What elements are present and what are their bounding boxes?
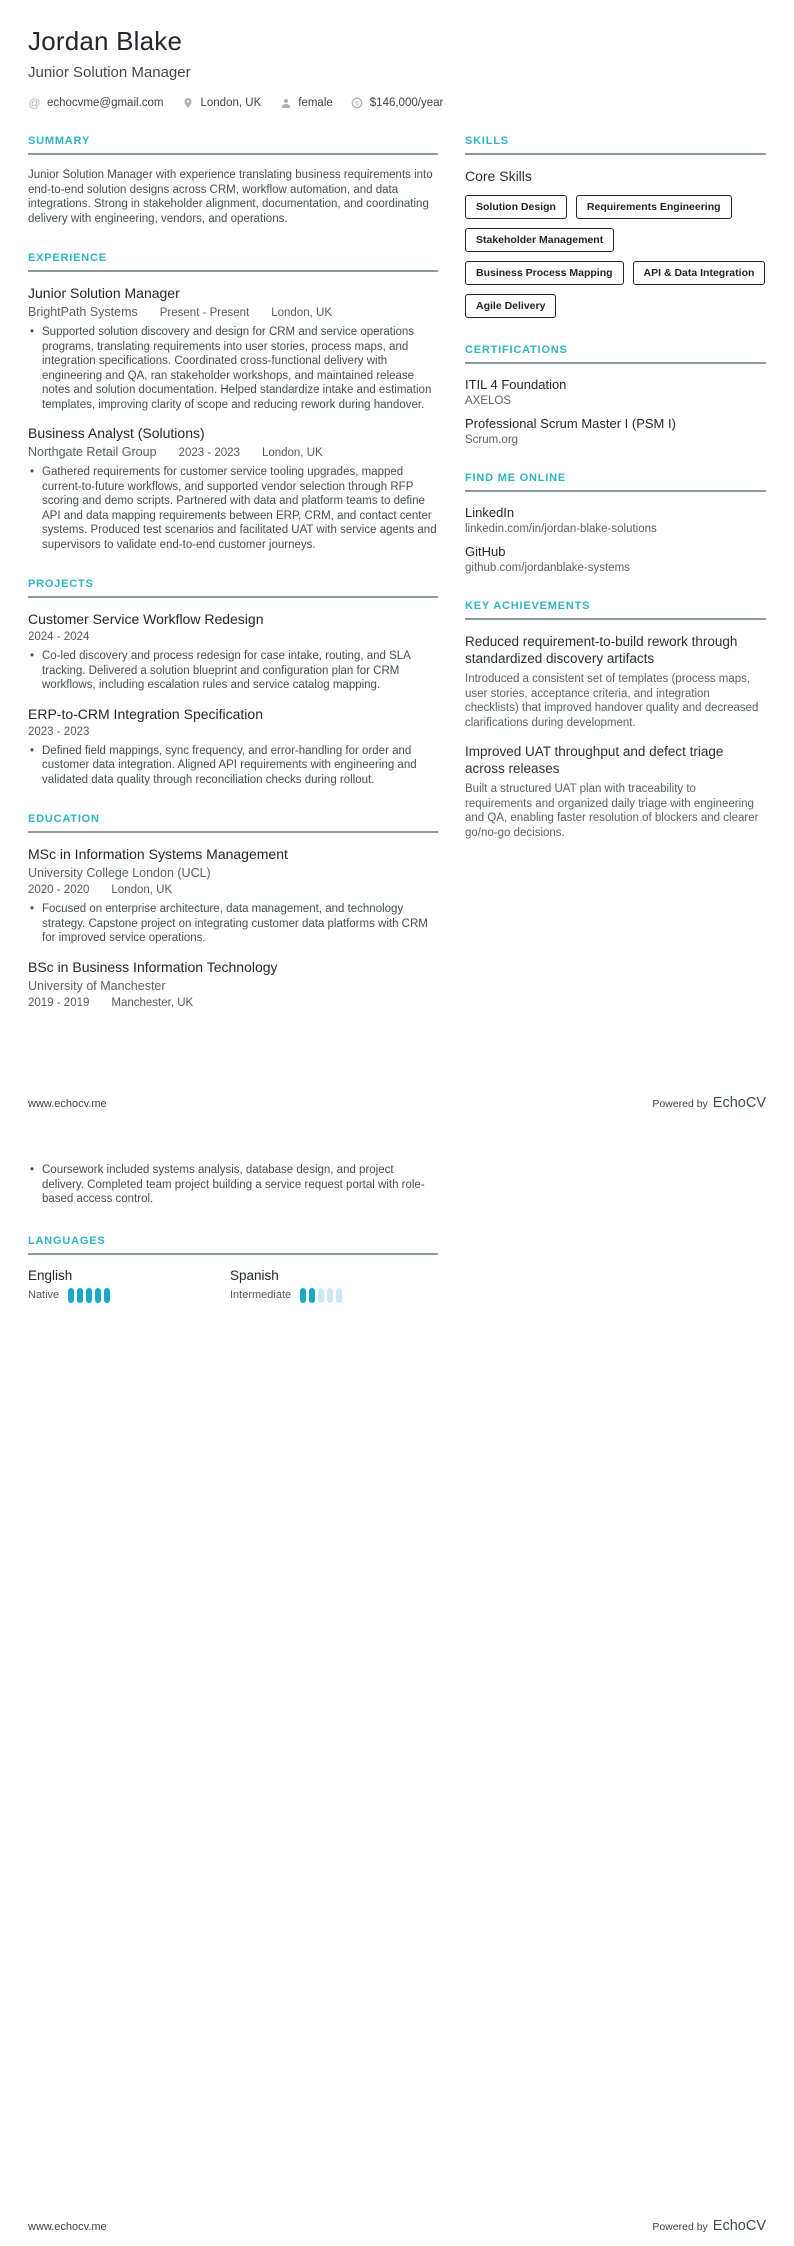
- level-bar-empty: [327, 1288, 333, 1303]
- experience-meta: [28, 445, 438, 459]
- language-name: Spanish: [230, 1267, 279, 1283]
- education-item: [28, 846, 438, 946]
- left-column-page2: [28, 1163, 438, 1303]
- achievement-item: [465, 743, 766, 840]
- experience-location: London, UK: [261, 447, 323, 459]
- project-dates: 2024 - 2024: [28, 631, 90, 643]
- online-platform: LinkedIn: [465, 505, 515, 520]
- online-platform: GitHub: [465, 544, 506, 559]
- experience-heading: EXPERIENCE: [28, 252, 438, 272]
- footer-site-url[interactable]: www.echocv.me: [28, 2221, 107, 2233]
- education-school: University of Manchester: [28, 978, 166, 993]
- online-heading: FIND ME ONLINE: [465, 472, 766, 492]
- experience-bullet: • Supported solution discovery and design for CRM and service operations programs, translating requirements into user stories, process maps, and integration specifications. Coordinated cross-functional delivery with engineering and QA, ran stakeholder workshops, and maintained release notes and solution documentation. Helped standardize intake and estimation templates, improving clarity of scope and reducing rework during handover.: [28, 325, 438, 412]
- skill-chip: Business Process Mapping: [465, 261, 624, 285]
- skill-chip: Solution Design: [465, 195, 567, 219]
- right-column: [465, 135, 766, 1022]
- experience-title: Business Analyst (Solutions): [28, 425, 205, 441]
- project-bullet: • Defined field mappings, sync frequency, and error-handling for order and customer data integration. Aligned API requirements with engineering and validated data quality through reconciliation checks during rollout.: [28, 744, 438, 788]
- person-job-title: Junior Solution Manager: [28, 64, 191, 81]
- achievement-item: [465, 633, 766, 730]
- summary-text: Junior Solution Manager with experience translating business requirements into end-to-end solution designs across CRM, workflow automation, and data integrations. Strong in stakeholder alignment, documentation, and coordinating delivery with engineering, vendors, and operations.: [28, 169, 433, 225]
- section-summary: [28, 135, 438, 226]
- education-bullet: • Coursework included systems analysis, database design, and project delivery. Completed team project building a service request portal with role-based access control.: [28, 1163, 438, 1207]
- language-level-bars: [68, 1288, 110, 1303]
- right-column-page2: [465, 1163, 766, 1303]
- person-name: Jordan Blake: [28, 26, 183, 56]
- education-bullets: [28, 902, 438, 946]
- experience-location: London, UK: [271, 307, 332, 319]
- level-bar-filled: [86, 1288, 92, 1303]
- experience-bullets: [28, 325, 438, 412]
- certification-item: [465, 377, 766, 407]
- project-bullets: [28, 744, 438, 788]
- projects-heading: PROJECTS: [28, 578, 438, 598]
- certification-name: ITIL 4 Foundation: [465, 377, 567, 392]
- project-item: [28, 706, 438, 788]
- level-bar-filled: [300, 1288, 306, 1303]
- education-continuation-bullets: [28, 1163, 438, 1207]
- certifications-heading: CERTIFICATIONS: [465, 344, 766, 364]
- certification-item: [465, 416, 766, 446]
- contact-salary: [351, 96, 444, 109]
- summary-heading: SUMMARY: [28, 135, 438, 155]
- skill-chip: API & Data Integration: [633, 261, 766, 285]
- language-level-bars: [300, 1288, 342, 1303]
- contact-row: [28, 96, 766, 109]
- project-meta: [28, 631, 438, 643]
- page1-columns: [28, 135, 766, 1022]
- footer-brand-name: EchoCV: [712, 1095, 766, 1111]
- language-item: [230, 1268, 432, 1303]
- footer-powered-prefix: Powered by: [652, 2221, 708, 2233]
- left-column: [28, 135, 438, 1022]
- contact-email[interactable]: [28, 96, 164, 109]
- section-key-achievements: [465, 600, 766, 840]
- salary-icon: [351, 96, 364, 109]
- achievement-title: Improved UAT throughput and defect triage across releases: [465, 744, 724, 776]
- footer-powered-prefix: Powered by: [652, 1098, 708, 1110]
- section-find-me-online: [465, 472, 766, 574]
- project-meta: [28, 726, 438, 738]
- footer-site-url[interactable]: www.echocv.me: [28, 1098, 107, 1110]
- language-level-label: Intermediate: [230, 1289, 292, 1301]
- education-dates: 2020 - 2020: [28, 884, 90, 896]
- education-meta: [28, 884, 438, 896]
- skill-chip: Agile Delivery: [465, 294, 556, 318]
- skills-group-title: Core Skills: [465, 168, 532, 184]
- page1-footer: [28, 1095, 766, 1111]
- section-projects: [28, 578, 438, 787]
- contact-email-text: echocvme@gmail.com: [47, 96, 164, 109]
- skills-heading: SKILLS: [465, 135, 766, 155]
- resume-page-2: [0, 1123, 794, 2246]
- section-skills: [465, 135, 766, 318]
- at-icon: @: [28, 95, 41, 110]
- page2-columns: [28, 1163, 766, 1303]
- language-item: [28, 1268, 230, 1303]
- education-bullet: • Focused on enterprise architecture, data management, and technology strategy. Capstone project on integrating customer data platforms with CRM for improved service operations.: [28, 902, 438, 946]
- experience-bullet: • Gathered requirements for customer service tooling upgrades, mapped current-to-future workflows, and supported vendor selection through RFP scoring and demo scripts. Partnered with data and platform teams to define API and data mapping requirements between ERP, CRM, and contact center systems. Produced test scenarios and facilitated UAT with service agents and supervisors to validate end-to-end customer journeys.: [28, 465, 438, 552]
- education-degree: MSc in Information Systems Management: [28, 846, 288, 862]
- education-school: University College London (UCL): [28, 866, 211, 880]
- project-title: ERP-to-CRM Integration Specification: [28, 705, 263, 722]
- experience-company: BrightPath Systems: [28, 305, 138, 319]
- skill-chip: Requirements Engineering: [576, 195, 732, 219]
- experience-item: [28, 285, 438, 412]
- education-location: Manchester, UK: [111, 996, 194, 1009]
- language-name: English: [28, 1267, 73, 1283]
- online-item: [465, 505, 766, 535]
- certification-issuer: AXELOS: [465, 395, 512, 407]
- achievement-title: Reduced requirement-to-build rework through standardized discovery artifacts: [465, 634, 738, 666]
- footer-powered-by: [652, 1095, 766, 1111]
- certification-issuer: Scrum.org: [465, 434, 519, 446]
- page2-footer: [28, 2218, 766, 2234]
- achievement-text: Built a structured UAT plan with traceability to requirements and organized daily triage with engineering and QA, enabling faster resolution of blockers and clearer go/no-go decisions.: [465, 783, 759, 839]
- resume-header: [28, 26, 766, 109]
- contact-gender-text: female: [298, 96, 333, 109]
- online-url[interactable]: linkedin.com/in/jordan-blake-solutions: [465, 523, 657, 535]
- level-bar-empty: [318, 1288, 324, 1303]
- project-dates: 2023 - 2023: [28, 725, 90, 738]
- contact-salary-text: $146,000/year: [369, 96, 444, 109]
- education-degree: BSc in Business Information Technology: [28, 958, 278, 975]
- languages-heading: LANGUAGES: [28, 1235, 438, 1255]
- education-meta: [28, 997, 438, 1009]
- language-level-row: [28, 1288, 230, 1303]
- level-bar-filled: [104, 1288, 110, 1303]
- project-bullet: • Co-led discovery and process redesign for case intake, routing, and SLA tracking. Delivered a solution blueprint and configuration plan for CRM workflows, including escalation rules and service catalog mapping.: [28, 649, 438, 693]
- education-location: London, UK: [111, 884, 173, 896]
- section-certifications: [465, 344, 766, 446]
- svg-text:$: $: [355, 99, 360, 107]
- online-url[interactable]: github.com/jordanblake-systems: [465, 562, 630, 574]
- certification-name: Professional Scrum Master I (PSM I): [465, 416, 676, 431]
- contact-location-text: London, UK: [200, 96, 262, 109]
- online-item: [465, 544, 766, 574]
- experience-title: Junior Solution Manager: [28, 285, 180, 301]
- education-item: [28, 959, 438, 1009]
- project-title: Customer Service Workflow Redesign: [28, 611, 264, 627]
- level-bar-filled: [68, 1288, 74, 1303]
- experience-dates: Present - Present: [159, 307, 250, 319]
- experience-bullets: [28, 465, 438, 552]
- section-education: [28, 813, 438, 1009]
- education-dates: 2019 - 2019: [28, 996, 90, 1009]
- experience-item: [28, 425, 438, 552]
- footer-brand-name: EchoCV: [712, 2218, 766, 2234]
- experience-company: Northgate Retail Group: [28, 445, 157, 459]
- contact-location: [182, 96, 262, 109]
- experience-meta: [28, 305, 438, 319]
- skills-chips: [465, 195, 766, 318]
- language-level-row: [230, 1288, 432, 1303]
- level-bar-empty: [336, 1288, 342, 1303]
- achievements-heading: KEY ACHIEVEMENTS: [465, 600, 766, 620]
- level-bar-filled: [95, 1288, 101, 1303]
- education-heading: EDUCATION: [28, 813, 438, 833]
- level-bar-filled: [309, 1288, 315, 1303]
- project-bullets: [28, 649, 438, 693]
- skill-chip: Stakeholder Management: [465, 228, 614, 252]
- footer-powered-by: [652, 2218, 766, 2234]
- location-icon: [182, 96, 195, 109]
- contact-gender: [279, 96, 333, 109]
- achievement-text: Introduced a consistent set of templates (process maps, user stories, acceptance criteria, and integration checklists) that improved handover quality and decreased clarifications during development.: [465, 673, 759, 729]
- language-level-label: Native: [28, 1289, 60, 1301]
- person-icon: [279, 96, 292, 109]
- section-languages: [28, 1235, 438, 1303]
- level-bar-filled: [77, 1288, 83, 1303]
- languages-list: [28, 1268, 438, 1303]
- section-experience: [28, 252, 438, 552]
- project-item: [28, 611, 438, 693]
- experience-dates: 2023 - 2023: [178, 447, 240, 459]
